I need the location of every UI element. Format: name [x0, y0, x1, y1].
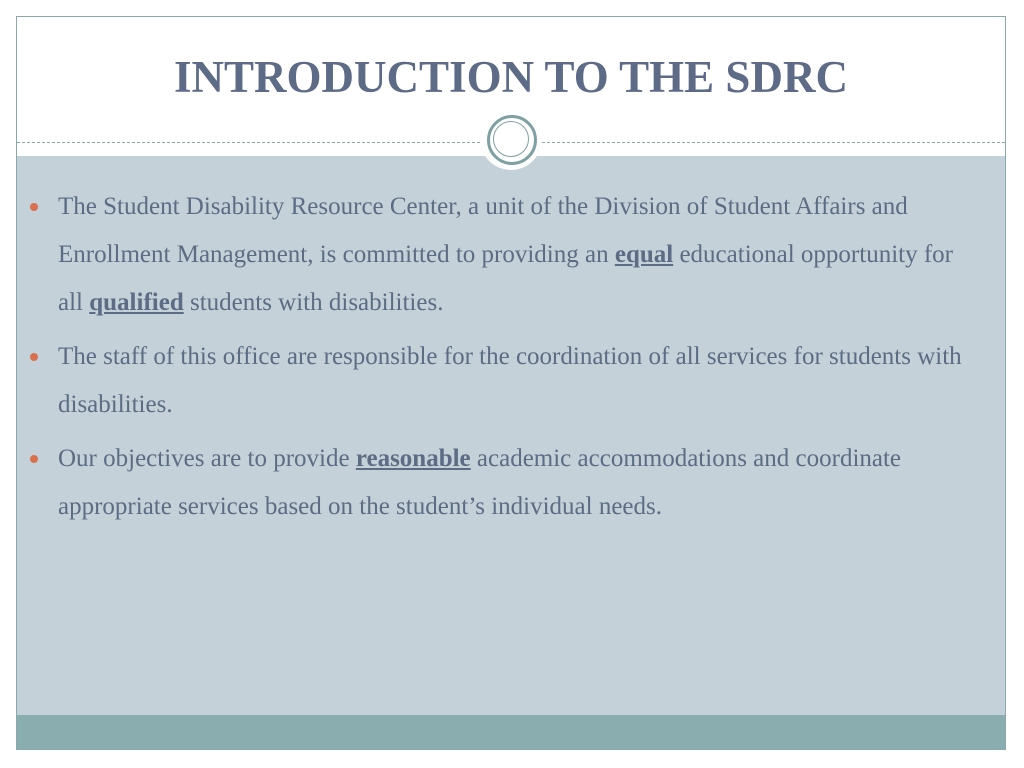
- bullet-item: [58, 183, 970, 327]
- bullet-text: students with disabilities.: [183, 289, 444, 316]
- ornament-inner-ring: [493, 121, 529, 157]
- emphasis-reasonable: reasonable: [355, 445, 471, 472]
- bullet-dot-icon: [30, 203, 38, 211]
- bullet-text: Our objectives are to provide: [58, 445, 356, 472]
- bullet-item: [58, 435, 970, 531]
- bullet-dot-icon: [30, 455, 38, 463]
- emphasis-qualified: qualified: [89, 289, 184, 316]
- ornament-outer-ring: [487, 115, 537, 165]
- bullet-text: The staff of this office are responsible for the coordination of all services for students with disabilities.: [58, 343, 962, 418]
- slide-title: INTRODUCTION TO THE SDRC: [174, 52, 848, 102]
- bullet-text: academic accommodations and coordinate appropriate services based on the student’s individual needs.: [58, 445, 902, 520]
- bullet-text: educational opportunity for all: [58, 241, 953, 316]
- double-ring-circle-icon: [480, 108, 542, 170]
- emphasis-equal: equal: [614, 241, 674, 268]
- bullet-item: [58, 333, 970, 429]
- bullet-list: [58, 183, 970, 537]
- bullet-text: The Student Disability Resource Center, a unit of the Division of Student Affairs and Enrollment Management, is committed to providing an: [58, 193, 908, 268]
- bullet-dot-icon: [30, 353, 38, 361]
- footer-bar: [17, 715, 1005, 749]
